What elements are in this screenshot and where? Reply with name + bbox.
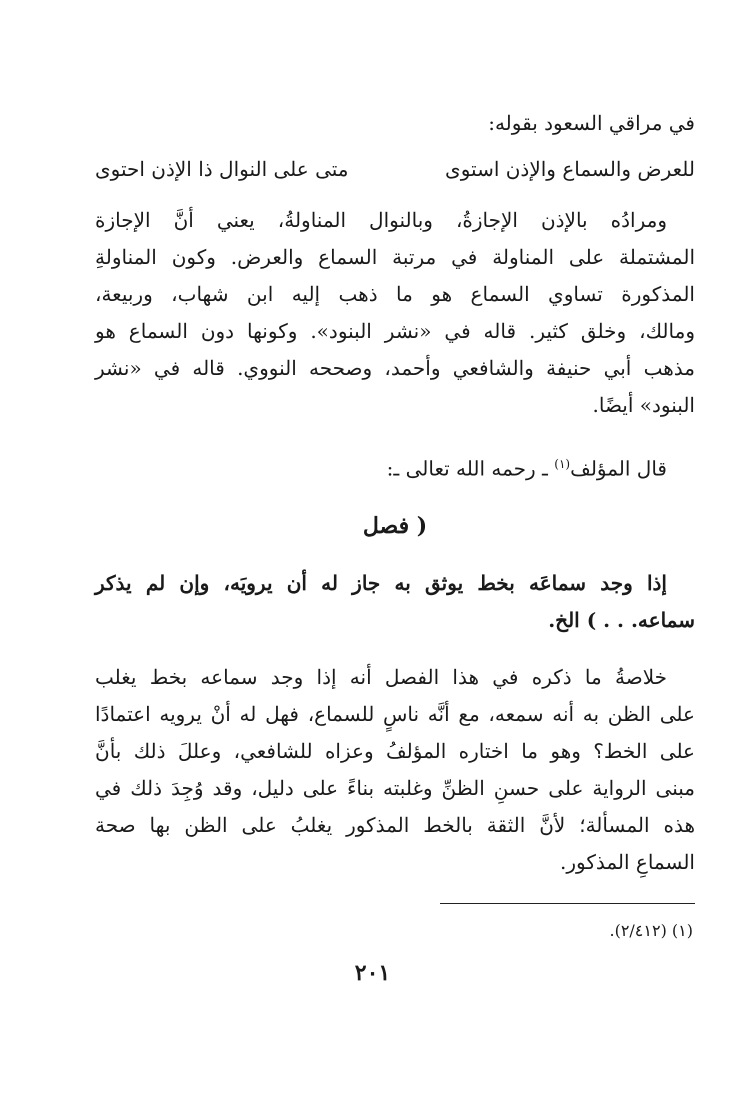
paragraph-2-line: السماعِ المذكور. bbox=[559, 849, 695, 874]
author-line-before: قال المؤلف bbox=[570, 456, 667, 481]
footnote-divider bbox=[440, 903, 695, 904]
author-line bbox=[95, 446, 695, 488]
paragraph-2-line: خلاصةُ ما ذكره في هذا الفصل أنه إذا وجد سماعه بخط يغلب bbox=[95, 664, 667, 689]
section-title: ( فصل bbox=[362, 512, 428, 539]
paragraph-2-line: هذه المسألة؛ لأنَّ الثقة بالخط المذكور يغلبُ على الظن بها صحة bbox=[95, 812, 695, 837]
paragraph-2-line: على الظن به أنه سمعه، مع أنَّه ناسٍ للسماع، فهل له أنْ يرويه اعتمادًا bbox=[95, 701, 695, 726]
page-body bbox=[95, 105, 695, 881]
paragraph-1-line: البنود» أيضًا. bbox=[592, 393, 695, 417]
page-number: ٢٠١ bbox=[354, 960, 391, 986]
paragraph-1-line: ومالك، وخلق كثير. قاله في «نشر البنود». وكونها دون السماع هو bbox=[95, 319, 695, 343]
paragraph-2 bbox=[95, 659, 695, 881]
bold-paragraph-line: إذا وجد سماعَه بخط يوثق به جاز له أن يرويَه، وإن لم يذكر bbox=[95, 570, 667, 595]
footnote-marker: (١) bbox=[554, 457, 571, 471]
poetry-verse bbox=[95, 151, 695, 188]
footnote: (١) (٢/٤١٢). bbox=[609, 921, 693, 940]
paragraph-1-line: مذهب أبي حنيفة والشافعي وأحمد، وصححه النووي. قاله في «نشر bbox=[95, 356, 695, 380]
verse-right-hemistich: للعرض والسماع والإذن استوى bbox=[445, 157, 695, 181]
paragraph-1-line: المذكورة تساوي السماع هو ما ذهب إليه ابن شهاب، وربيعة، bbox=[95, 282, 695, 306]
paragraph-2-line: مبنى الرواية على حسنِ الظنِّ وغلبته بناءً على دليل، وقد وُجِدَ ذلك في bbox=[95, 775, 695, 800]
paragraph-1 bbox=[95, 202, 695, 424]
author-line-after: ـ رحمه الله تعالى ـ: bbox=[386, 456, 555, 481]
paragraph-1-line: ومرادُه بالإذن الإجازةُ، وبالنوال المناولةُ، يعني أنَّ الإجازة bbox=[95, 208, 667, 232]
bold-paragraph-line: سماعه. . . ) الخ. bbox=[548, 607, 695, 632]
intro-line: في مراقي السعود بقوله: bbox=[488, 111, 695, 135]
paragraph-2-line: على الخط؟ وهو ما اختاره المؤلفُ وعزاه للشافعي، وعللَ ذلك بأنَّ bbox=[95, 738, 695, 763]
bold-paragraph bbox=[95, 565, 695, 639]
paragraph-1-line: المشتملة على المناولة في مرتبة السماع والعرض. وكون المناولةِ bbox=[95, 245, 695, 269]
verse-left-hemistich: متى على النوال ذا الإذن احتوى bbox=[95, 157, 349, 181]
